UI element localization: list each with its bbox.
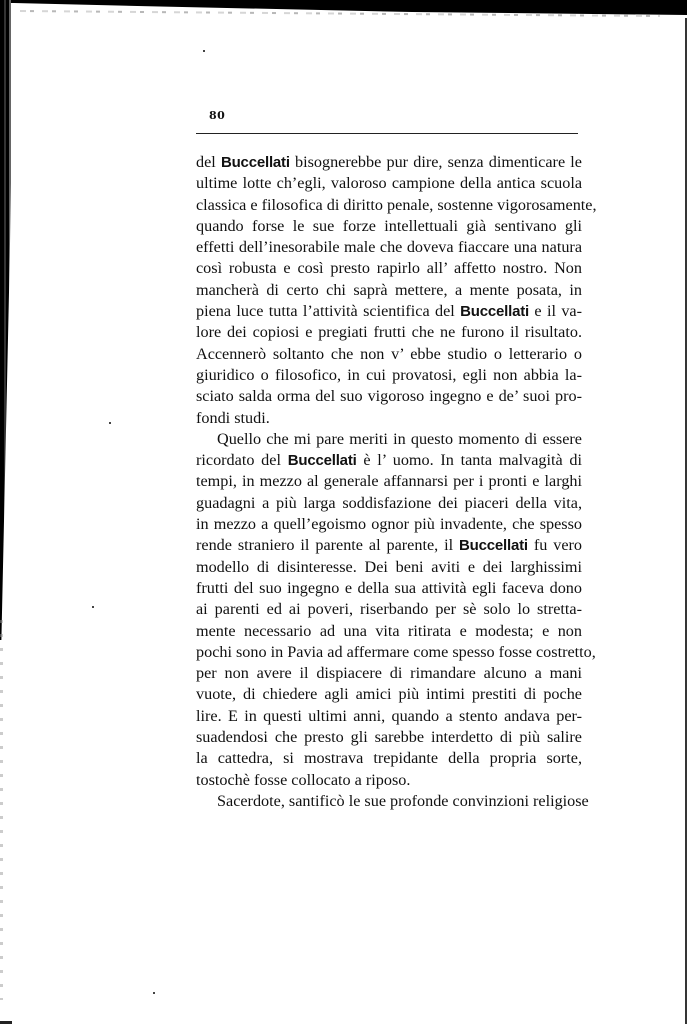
text-segment: effetti dell’inesorabile male che doveva fiaccare una natura xyxy=(196,238,582,257)
text-line xyxy=(196,770,582,791)
text-segment: sciato salda orma del suo vigoroso ingegno e de’ suoi pro- xyxy=(196,387,582,406)
scan-speck xyxy=(92,606,94,608)
text-segment: la cattedra, si mostrava trepidante della propria sorte, xyxy=(196,749,582,768)
text-segment: così robusta e così presto rapirlo all’ affetto nostro. Non xyxy=(196,259,582,278)
text-segment: piena luce tutta l’attività scientifica del xyxy=(196,302,461,321)
text-segment: giuridico o filosofico, in cui provatosi, egli non abbia la- xyxy=(196,365,582,384)
text-segment: rende straniero il parente al parente, il xyxy=(196,536,460,555)
text-segment: per non avere il dispiacere di rimandare alcuno a mani xyxy=(196,664,582,683)
text-segment: vuote, di chiedere agli amici più intimi prestiti di poche xyxy=(196,685,582,704)
text-segment: Sacerdote, santificò le sue profonde convinzioni religiose xyxy=(217,791,589,810)
text-segment: è l’ uomo. In tanta malvagità di xyxy=(356,451,583,470)
text-segment: tempi, in mezzo al generale affannarsi per i pronti e larghi xyxy=(196,472,582,491)
text-line xyxy=(196,258,582,279)
body-text xyxy=(196,152,597,812)
paragraph xyxy=(196,791,589,812)
page-number: 80 xyxy=(209,109,226,122)
text-segment: e il va- xyxy=(529,302,582,321)
name-emphasis: Buccellati xyxy=(287,452,357,470)
scan-speck xyxy=(153,992,155,994)
text-line xyxy=(196,216,582,237)
scan-border-left xyxy=(0,0,14,640)
text-line xyxy=(196,408,582,429)
scan-speck xyxy=(203,50,205,52)
text-segment: guadagni a più larga soddisfazione dei piaceri della vita, xyxy=(196,493,582,512)
paragraph xyxy=(196,152,597,429)
text-line xyxy=(196,578,582,599)
scan-speck xyxy=(109,422,111,424)
text-segment: ricordato del xyxy=(196,451,288,470)
text-line xyxy=(196,748,582,769)
text-segment: in mezzo a quell’egoismo ognor più invadente, che spesso xyxy=(196,515,582,534)
text-segment: lore dei copiosi e pregiati frutti che ne furono il risultato. xyxy=(196,323,582,342)
text-line xyxy=(196,599,582,620)
text-line xyxy=(196,301,582,322)
paragraph xyxy=(196,429,596,791)
header-rule xyxy=(196,133,578,134)
text-line xyxy=(196,386,582,407)
text-segment: frutti del suo ingegno e della sua attività egli faceva dono xyxy=(196,578,582,597)
text-segment: bisognerebbe pur dire, senza dimenticare le xyxy=(289,153,582,171)
text-line xyxy=(196,557,582,578)
text-segment: pochi sono in Pavia ad affermare come spesso fosse costretto, xyxy=(196,642,596,661)
text-line xyxy=(196,195,597,216)
text-segment: tostochè fosse collocato a riposo. xyxy=(196,770,411,789)
name-emphasis: Buccellati xyxy=(459,537,528,555)
text-line xyxy=(196,280,582,301)
text-line xyxy=(196,493,582,514)
text-segment: mancherà di certo chi saprà mettere, a mente posata, in xyxy=(196,280,582,299)
text-line xyxy=(196,642,596,663)
text-segment: del xyxy=(196,153,221,171)
text-line xyxy=(196,450,582,471)
text-segment: Quello che mi pare meriti in questo momento di essere xyxy=(217,429,582,448)
name-emphasis: Buccellati xyxy=(460,303,530,321)
text-line xyxy=(196,365,582,386)
scan-border-left-fade xyxy=(0,620,3,1000)
text-segment: mente necessario ad una vita ritirata e modesta; e non xyxy=(196,621,582,640)
text-line xyxy=(196,322,582,343)
text-line xyxy=(196,684,582,705)
text-segment: lire. E in questi ultimi anni, quando a stento andava per- xyxy=(196,706,582,725)
text-segment: ultime lotte ch’egli, valoroso campione della antica scuola xyxy=(196,174,582,193)
text-line xyxy=(196,663,582,684)
text-segment: Accennerò soltanto che non v’ ebbe studio o letterario o xyxy=(196,344,582,363)
text-line xyxy=(196,514,582,535)
text-segment: modello di disinteresse. Dei beni aviti e dei larghissimi xyxy=(196,557,582,576)
text-line xyxy=(196,535,582,556)
text-segment: fondi studi. xyxy=(196,408,270,427)
text-segment: classica e filosofica di diritto penale, sostenne vigorosamente, xyxy=(196,195,597,214)
text-line xyxy=(196,173,582,194)
text-line xyxy=(196,471,582,492)
text-line xyxy=(196,791,589,812)
name-emphasis: Buccellati xyxy=(220,154,290,171)
text-segment: fu vero xyxy=(527,536,583,555)
text-line xyxy=(196,237,582,258)
text-line xyxy=(196,429,582,450)
text-segment: ai parenti ed ai poveri, riserbando per sè solo lo stretta- xyxy=(196,600,582,619)
text-line xyxy=(196,152,582,173)
text-segment: suadendosi che presto gli sarebbe interdetto di più salire xyxy=(196,728,582,747)
text-segment: quando forse le sue forze intellettuali già sentivano gli xyxy=(196,216,582,235)
text-line xyxy=(196,621,582,642)
text-line xyxy=(196,706,582,727)
text-line xyxy=(196,344,582,365)
text-line xyxy=(196,727,582,748)
